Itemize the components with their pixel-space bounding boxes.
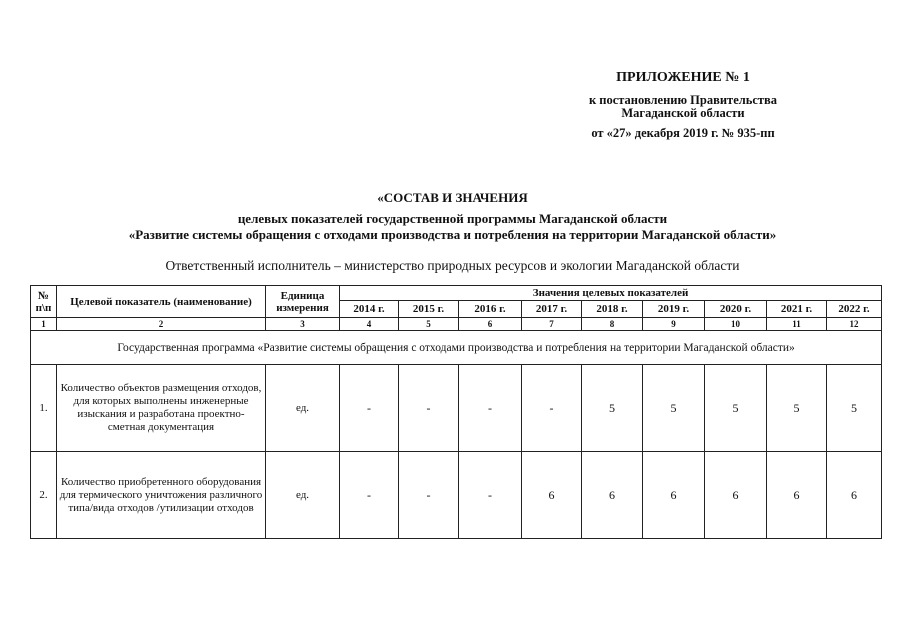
value-cell: 6 xyxy=(705,452,767,539)
col-number: 11 xyxy=(767,318,827,331)
value-cell: 6 xyxy=(582,452,643,539)
program-title: «Развитие системы обращения с отходами производства и потребления на территории Магаданской области» xyxy=(128,227,777,242)
column-numbers-row xyxy=(31,318,882,331)
value-cell: - xyxy=(459,365,522,452)
program-row xyxy=(31,331,882,365)
header-unit: Единица измерения xyxy=(266,286,340,318)
header-row-1 xyxy=(31,286,882,301)
appendix-block xyxy=(533,70,833,141)
value-cell: - xyxy=(399,365,459,452)
value-cell: - xyxy=(459,452,522,539)
appendix-title: ПРИЛОЖЕНИЕ № 1 xyxy=(616,70,750,85)
value-cell: 5 xyxy=(705,365,767,452)
col-number: 12 xyxy=(827,318,882,331)
program-row-title: Государственная программа «Развитие системы обращения с отходами производства и потребления на территории Магаданской области» xyxy=(31,331,882,365)
document-title: «СОСТАВ И ЗНАЧЕНИЯ xyxy=(377,190,528,205)
unit-cell: ед. xyxy=(266,365,340,452)
col-number: 9 xyxy=(643,318,705,331)
col-number: 1 xyxy=(31,318,57,331)
value-cell: - xyxy=(340,365,399,452)
value-cell: 5 xyxy=(582,365,643,452)
col-number: 5 xyxy=(399,318,459,331)
header-values: Значения целевых показателей xyxy=(340,286,882,301)
value-cell: 5 xyxy=(767,365,827,452)
header-indicator: Целевой показатель (наименование) xyxy=(57,286,266,318)
indicator-name: Количество объектов размещения отходов, для которых выполнены инженерные изыскания и разработана проектно-сметная документация xyxy=(57,365,266,452)
value-cell: 6 xyxy=(827,452,882,539)
appendix-line-1: к постановлению Правительства xyxy=(588,93,778,107)
value-cell: - xyxy=(522,365,582,452)
col-number: 3 xyxy=(266,318,340,331)
header-no: № п\п xyxy=(31,286,57,318)
indicator-name: Количество приобретенного оборудования для термического уничтожения различного типа/вида отходов /утилизации отходов xyxy=(57,452,266,539)
col-number: 7 xyxy=(522,318,582,331)
col-number: 4 xyxy=(340,318,399,331)
year-2021: 2021 г. xyxy=(767,301,827,318)
value-cell: 6 xyxy=(522,452,582,539)
year-2017: 2017 г. xyxy=(522,301,582,318)
appendix-line-2: Магаданской области xyxy=(621,106,745,120)
year-2014: 2014 г. xyxy=(340,301,399,318)
appendix-date: от «27» декабря 2019 г. № 935-пп xyxy=(591,126,775,140)
year-2022: 2022 г. xyxy=(827,301,882,318)
year-2020: 2020 г. xyxy=(705,301,767,318)
value-cell: 6 xyxy=(767,452,827,539)
unit-cell: ед. xyxy=(266,452,340,539)
table-row xyxy=(31,452,882,539)
indicators-table xyxy=(30,285,882,539)
row-number: 2. xyxy=(31,452,57,539)
table-row xyxy=(31,365,882,452)
year-2018: 2018 г. xyxy=(582,301,643,318)
col-number: 10 xyxy=(705,318,767,331)
value-cell: - xyxy=(340,452,399,539)
year-2015: 2015 г. xyxy=(399,301,459,318)
col-number: 2 xyxy=(57,318,266,331)
value-cell: 5 xyxy=(827,365,882,452)
value-cell: 6 xyxy=(643,452,705,539)
row-number: 1. xyxy=(31,365,57,452)
responsible-executor: Ответственный исполнитель – министерство природных ресурсов и экологии Магаданской области xyxy=(165,258,740,273)
value-cell: - xyxy=(399,452,459,539)
col-number: 6 xyxy=(459,318,522,331)
document-subtitle: целевых показателей государственной программы Магаданской области xyxy=(237,211,668,226)
value-cell: 5 xyxy=(643,365,705,452)
year-2016: 2016 г. xyxy=(459,301,522,318)
year-2019: 2019 г. xyxy=(643,301,705,318)
col-number: 8 xyxy=(582,318,643,331)
